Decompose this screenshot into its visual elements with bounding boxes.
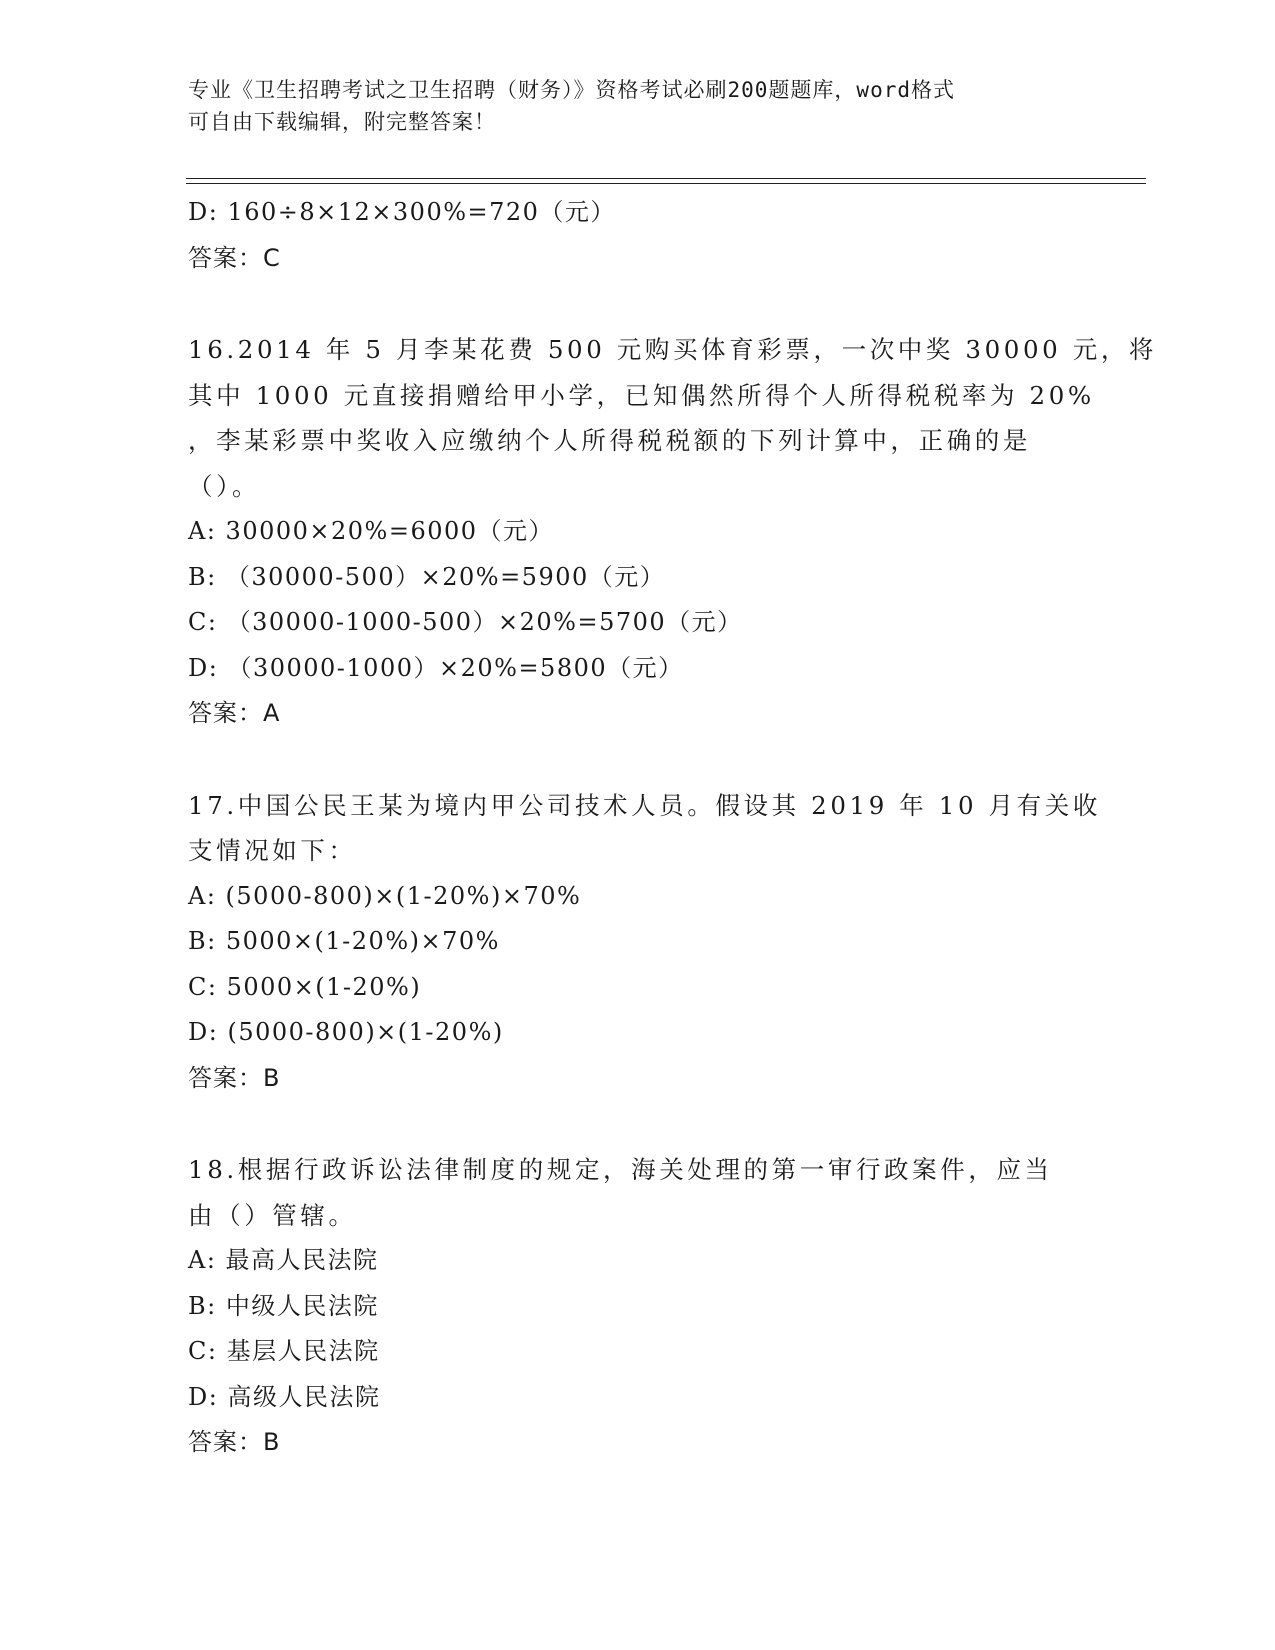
header-line-2: 可自由下载编辑，附完整答案！: [188, 110, 496, 134]
question-text-line: （）。: [188, 471, 261, 501]
option-c: C: 5000×(1-20%): [188, 972, 422, 1001]
option-d: D: 160÷8×12×300%=720（元）: [188, 198, 616, 226]
answer: 答案：A: [188, 699, 281, 727]
option-a: A: (5000-800)×(1-20%)×70%: [188, 881, 582, 910]
header-line-1: 专业《卫生招聘考试之卫生招聘（财务）》资格考试必刷200题题库，word格式: [188, 78, 955, 102]
answer: 答案：C: [188, 243, 281, 272]
question-17: [188, 783, 1101, 1102]
option-b: B: （30000-500）×20%=5900（元）: [188, 562, 666, 591]
header-divider-top: [186, 178, 1146, 179]
page-header: [188, 74, 1088, 138]
question-text-line: 17.中国公民王某为境内甲公司技术人员。假设其 2019 年 10 月有关收: [188, 790, 1101, 820]
question-text-line: ，李某彩票中奖收入应缴纳个人所得税税额的下列计算中，正确的是: [188, 426, 1031, 455]
answer: 答案：B: [188, 1428, 281, 1456]
option-c: C: （30000-1000-500）×20%=5700（元）: [188, 608, 743, 636]
question-text-line: 由（）管辖。: [188, 1200, 357, 1230]
question-text-line: 18.根据行政诉讼法律制度的规定，海关处理的第一审行政案件，应当: [188, 1155, 1053, 1184]
question-18: [188, 1147, 1088, 1466]
question-text-line: 支情况如下：: [188, 836, 357, 865]
option-d: D: 高级人民法院: [188, 1382, 381, 1411]
option-b: B: 5000×(1-20%)×70%: [188, 927, 500, 955]
question-text-line: 其中 1000 元直接捐赠给甲小学，已知偶然所得个人所得税税率为 20%: [188, 380, 1095, 410]
option-d: D: (5000-800)×(1-20%): [188, 1018, 504, 1046]
header-divider-bottom: [186, 183, 1146, 184]
question-16: [188, 327, 1158, 737]
option-b: B: 中级人民法院: [188, 1291, 379, 1320]
option-a: A: 30000×20%=6000（元）: [188, 517, 555, 545]
question-text-line: 16.2014 年 5 月李某花费 500 元购买体育彩票，一次中奖 30000 元，将: [188, 335, 1158, 364]
question-15-tail: [188, 190, 1088, 281]
option-a: A: 最高人民法院: [188, 1246, 379, 1274]
answer: 答案：B: [188, 1063, 281, 1092]
document-body: [188, 190, 1158, 1466]
option-d: D: （30000-1000）×20%=5800（元）: [188, 653, 684, 682]
option-c: C: 基层人民法院: [188, 1337, 380, 1365]
